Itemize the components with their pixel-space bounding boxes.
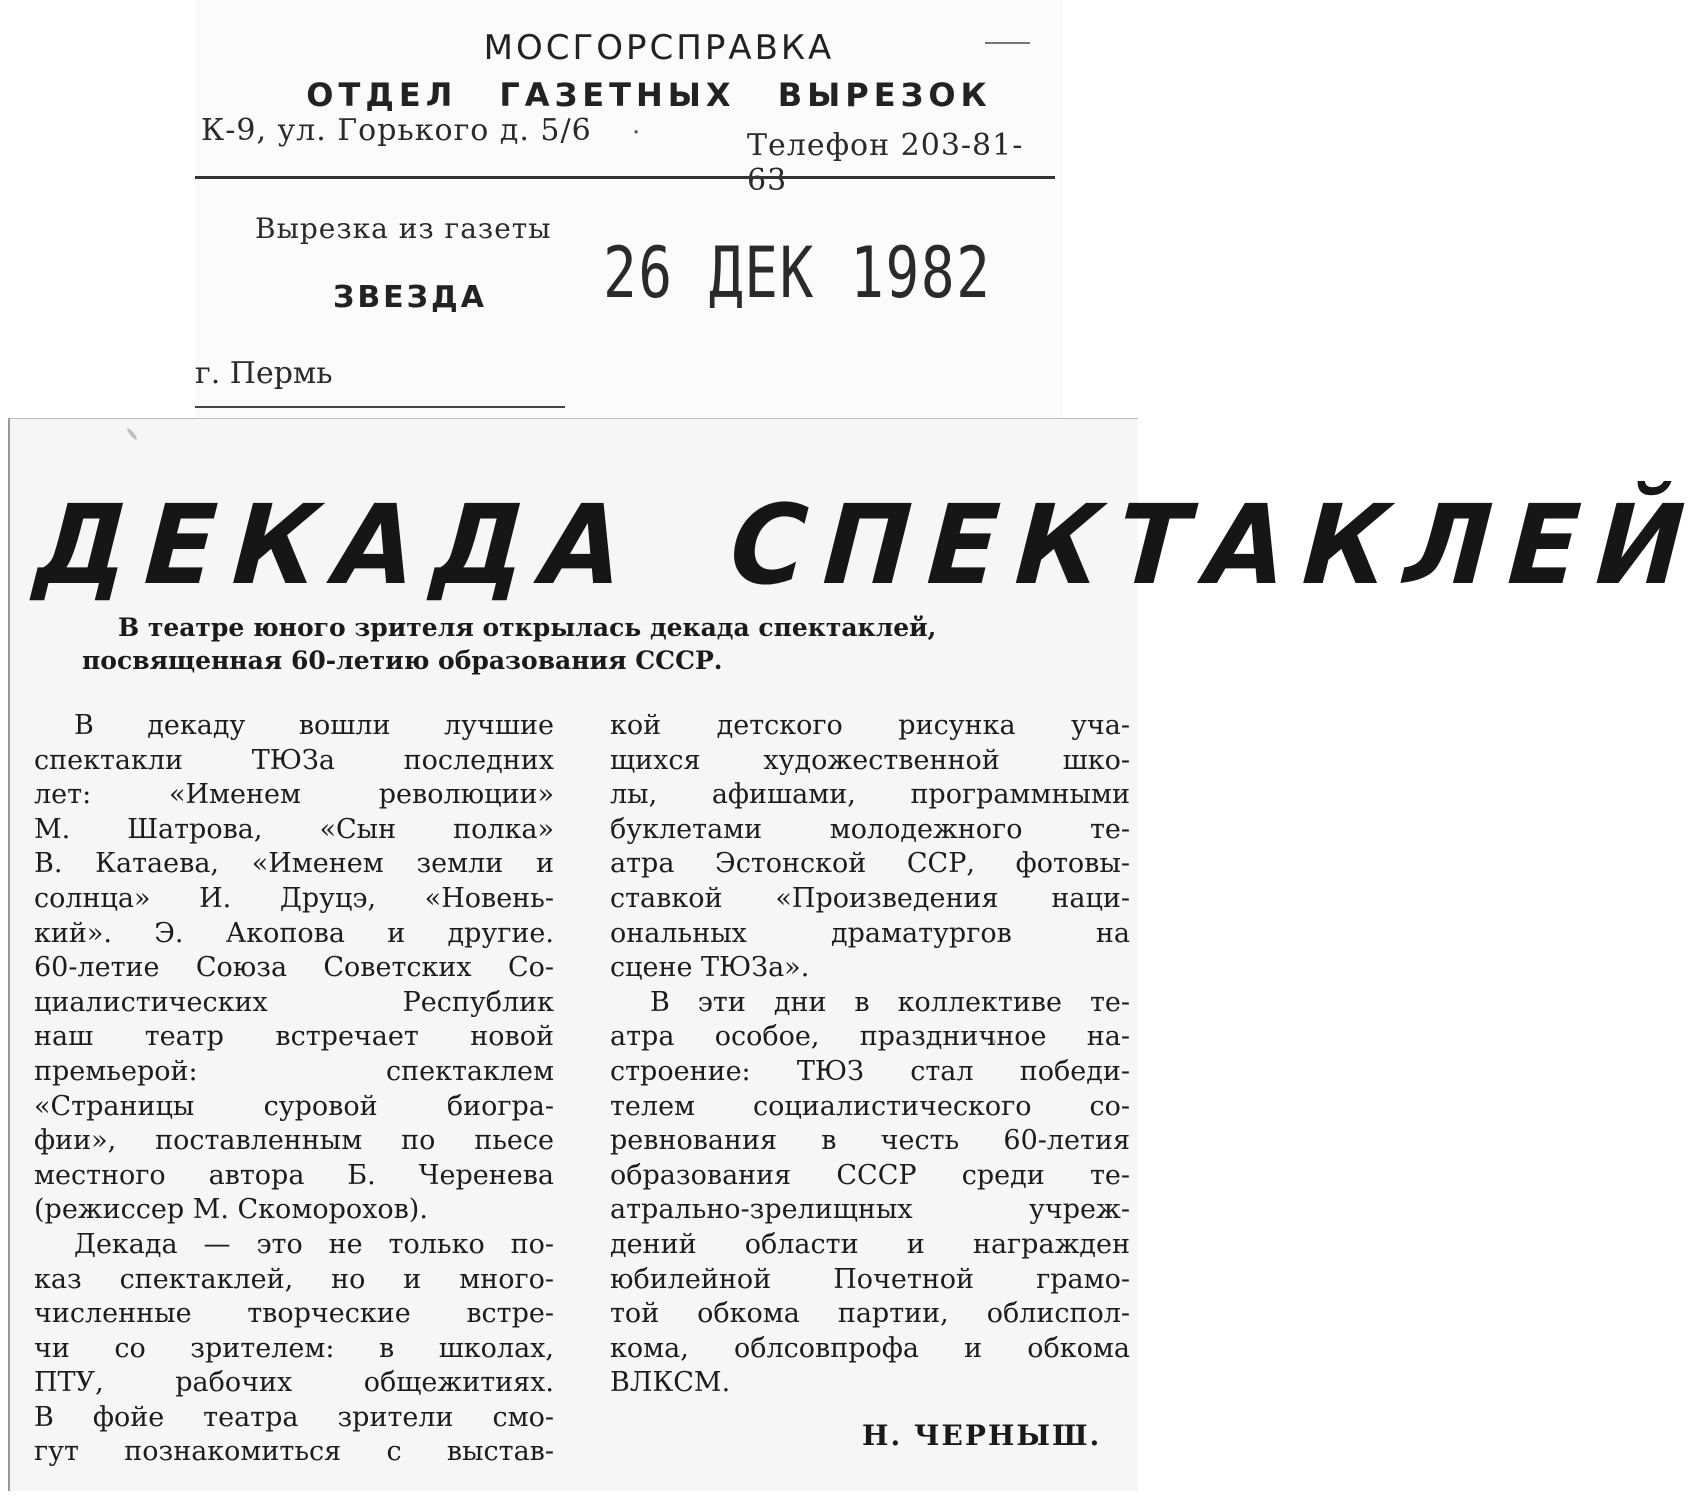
bureau-address: К-9, ул. Горького д. 5/6 — [201, 113, 592, 148]
text-line: образования СССР среди те- — [610, 1159, 1130, 1191]
text-line: В фойе театра зрители смо- — [34, 1401, 554, 1433]
text-line: ревнования в честь 60-летия — [610, 1125, 1130, 1157]
text-line: телем социалистического со- — [610, 1090, 1130, 1122]
text-line: юбилейной Почетной грамо- — [610, 1263, 1130, 1295]
text-line: спектакли ТЮЗа последних — [34, 744, 554, 776]
text-line: строение: ТЮЗ стал победи- — [610, 1055, 1130, 1087]
text-line: кий». Э. Акопова и другие. — [34, 917, 554, 949]
clipping-bureau-header — [195, 0, 1063, 420]
newspaper-name: ЗВЕЗДА — [333, 280, 487, 315]
text-line: фии», поставленным по пьесе — [34, 1125, 554, 1157]
print-dot: · — [632, 118, 641, 148]
cutting-source-label: Вырезка из газеты — [255, 212, 552, 245]
text-line: В эти дни в коллективе те- — [650, 986, 1130, 1018]
text-line: численные творческие встре- — [34, 1298, 554, 1330]
text-line: атра особое, праздничное на- — [610, 1021, 1130, 1053]
article-headline: ДЕКАДА СПЕКТАКЛЕЙ — [31, 481, 1705, 609]
text-line: атрально-зрелищных учреж- — [610, 1194, 1130, 1226]
text-line: гут познакомиться с выстав- — [34, 1436, 554, 1468]
decorative-dash — [985, 42, 1030, 44]
text-line: кома, облсовпрофа и обкома — [610, 1332, 1130, 1364]
text-line: той обкома партии, облиспол- — [610, 1298, 1130, 1330]
text-line: чи со зрителем: в школах, — [34, 1332, 554, 1364]
text-line: атра Эстонской ССР, фотовы- — [610, 848, 1130, 880]
paper-speck — [126, 427, 138, 440]
text-line: дений области и награжден — [610, 1228, 1130, 1260]
text-line: сцене ТЮЗа». — [610, 952, 810, 984]
article-lead — [82, 611, 1130, 677]
text-line: ВЛКСМ. — [610, 1367, 731, 1399]
bureau-phone: Телефон 203-81-63 — [747, 128, 1024, 198]
text-line: премьерой: спектаклем — [34, 1055, 554, 1087]
text-line: 60-летие Союза Советских Со- — [34, 952, 554, 984]
text-line: циалистических Республик — [34, 986, 554, 1018]
text-line: кой детского рисунка уча- — [610, 710, 1130, 741]
text-line: В декаду вошли лучшие — [74, 710, 554, 741]
text-line: ПТУ, рабочих общежитиях. — [34, 1367, 554, 1399]
lead-line: посвященная 60-летию образования СССР. — [82, 646, 723, 675]
right-column — [610, 709, 1130, 1401]
text-line: В. Катаева, «Именем земли и — [34, 848, 554, 880]
left-column — [34, 709, 554, 1470]
text-line: «Страницы суровой биогра- — [34, 1090, 554, 1122]
text-line: Декада — это не только по- — [74, 1228, 554, 1260]
text-line: лы, афишами, программными — [610, 779, 1130, 811]
author-signature: Н. ЧЕРНЫШ. — [862, 1419, 1102, 1452]
text-line: лет: «Именем революции» — [34, 779, 554, 811]
date-stamp: 26 ДЕК 1982 — [603, 232, 992, 314]
text-line: каз спектаклей, но и много- — [34, 1263, 554, 1295]
text-line: буклетами молодежного те- — [610, 813, 1130, 845]
lead-line: В театре юного зрителя открылась декада спектаклей, — [118, 613, 937, 642]
text-line: наш театр встречает новой — [34, 1021, 554, 1053]
text-line: М. Шатрова, «Сын полка» — [34, 813, 554, 845]
text-line: ональных драматургов на — [610, 917, 1130, 949]
department-name: ОТДЕЛ ГАЗЕТНЫХ ВЫРЕЗОК — [306, 76, 992, 114]
city-rule — [195, 406, 565, 408]
text-line: ставкой «Произведения наци- — [610, 882, 1130, 914]
bureau-name: МОСГОРСПРАВКА — [483, 28, 835, 68]
text-line: местного автора Б. Черенева — [34, 1159, 554, 1191]
header-rule — [195, 176, 1055, 179]
city-name: г. Пермь — [195, 356, 333, 391]
text-line: (режиссер М. Скоморохов). — [34, 1194, 428, 1226]
text-line: щихся художественной шко- — [610, 744, 1130, 776]
text-line: солнца» И. Друцэ, «Новень- — [34, 882, 554, 914]
newspaper-clipping — [8, 418, 1705, 1491]
